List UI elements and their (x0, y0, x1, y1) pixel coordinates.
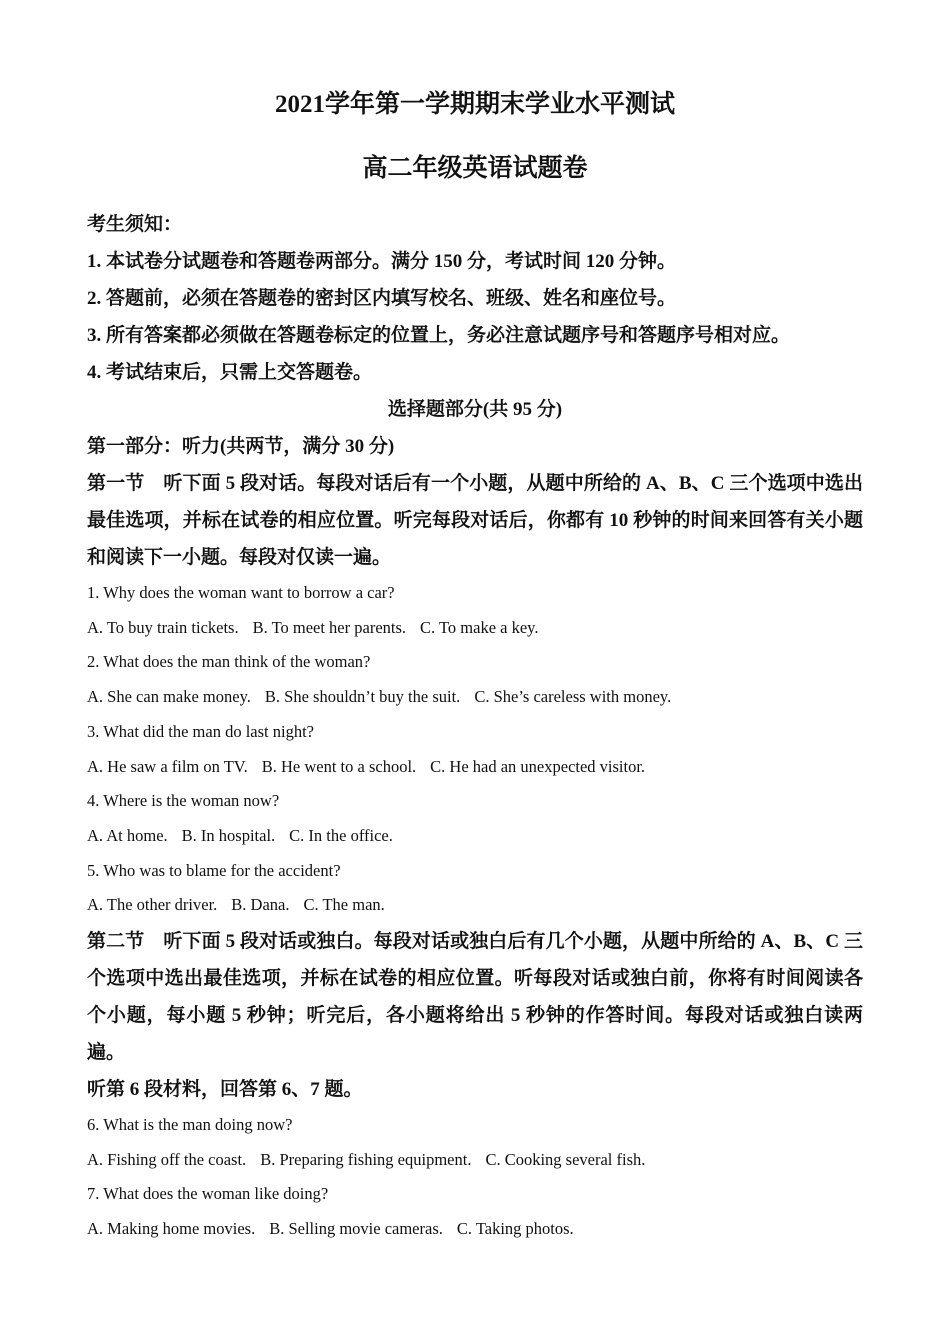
option-c: C. Cooking several fish. (485, 1149, 646, 1169)
option-b: B. She shouldn’t buy the suit. (264, 687, 461, 707)
notice-item: 1. 本试卷分试题卷和答题卷两部分。满分 150 分，考试时间 120 分钟。 (87, 251, 677, 272)
question-stem: 1. Why does the woman want to borrow a car? (87, 583, 395, 602)
section1-instructions: 第一节 听下面 5 段对话。每段对话后有一个小题，从题中所给的 A、B、C 三个选项中选出最佳选项，并标在试卷的相应位置。听完每段对话后，你都有 10 秒钟的时间来回答有关小题和阅读下一小题。每段对仅读一遍。 (87, 473, 863, 568)
option-a: A. The other driver. (87, 895, 218, 915)
question-stem: 4. Where is the woman now? (87, 791, 280, 811)
exam-subtitle: 高二年级英语试题卷 (362, 155, 588, 182)
question-options (87, 1212, 867, 1247)
question-stem: 6. What is the man doing now? (87, 1115, 293, 1135)
option-a: A. Making home movies. (87, 1219, 256, 1239)
exam-content (87, 206, 867, 1247)
question-options (87, 611, 867, 646)
option-c: C. She’s careless with money. (474, 687, 672, 707)
option-b: B. In hospital. (181, 825, 276, 845)
option-c: C. Taking photos. (456, 1219, 574, 1239)
notice-item: 2. 答题前，必须在答题卷的密封区内填写校名、班级、姓名和座位号。 (87, 288, 677, 309)
question-stem: 5. Who was to blame for the accident? (87, 860, 341, 880)
question-options (87, 888, 867, 923)
option-a: A. At home. (87, 825, 168, 845)
part1-heading: 第一部分：听力(共两节，满分 30 分) (87, 436, 395, 457)
section2-instructions: 第二节 听下面 5 段对话或独白。每段对话或独白后有几个小题，从题中所给的 A、B、C 三个选项中选出最佳选项，并标在试卷的相应位置。听每段对话或独白前，你将有时间阅读各个小题，每小题 5 秒钟；听完后，各小题将给出 5 秒钟的作答时间。每段对话或独白读两遍。 (87, 931, 863, 1064)
option-b: B. Preparing fishing equipment. (260, 1149, 472, 1169)
material-note: 听第 6 段材料，回答第 6、7 题。 (87, 1079, 363, 1101)
option-a: A. He saw a film on TV. (87, 756, 248, 776)
question-options (87, 750, 867, 785)
notice-heading: 考生须知： (87, 214, 183, 235)
option-c: C. To make a key. (420, 617, 539, 637)
option-c: C. In the office. (289, 825, 393, 845)
question-options (87, 1143, 867, 1178)
option-b: B. To meet her parents. (252, 617, 407, 637)
exam-title: 2021学年第一学期期末学业水平测试 (274, 91, 675, 118)
option-b: B. Dana. (231, 895, 290, 915)
question-stem: 3. What did the man do last night? (87, 721, 314, 741)
notice-item: 4. 考试结束后，只需上交答题卷。 (87, 362, 373, 383)
question-stem: 7. What does the woman like doing? (87, 1184, 329, 1204)
option-b: B. Selling movie cameras. (269, 1219, 443, 1239)
option-a: A. She can make money. (87, 687, 251, 707)
option-a: A. To buy train tickets. (87, 617, 239, 637)
option-c: C. He had an unexpected visitor. (430, 756, 646, 776)
section-header: 选择题部分(共 95 分) (387, 399, 563, 420)
option-c: C. The man. (303, 895, 385, 915)
option-b: B. He went to a school. (261, 756, 417, 776)
option-a: A. Fishing off the coast. (87, 1149, 247, 1169)
question-options (87, 819, 867, 854)
question-options (87, 680, 867, 715)
notice-item: 3. 所有答案都必须做在答题卷标定的位置上，务必注意试题序号和答题序号相对应。 (87, 325, 791, 346)
question-stem: 2. What does the man think of the woman? (87, 652, 371, 672)
